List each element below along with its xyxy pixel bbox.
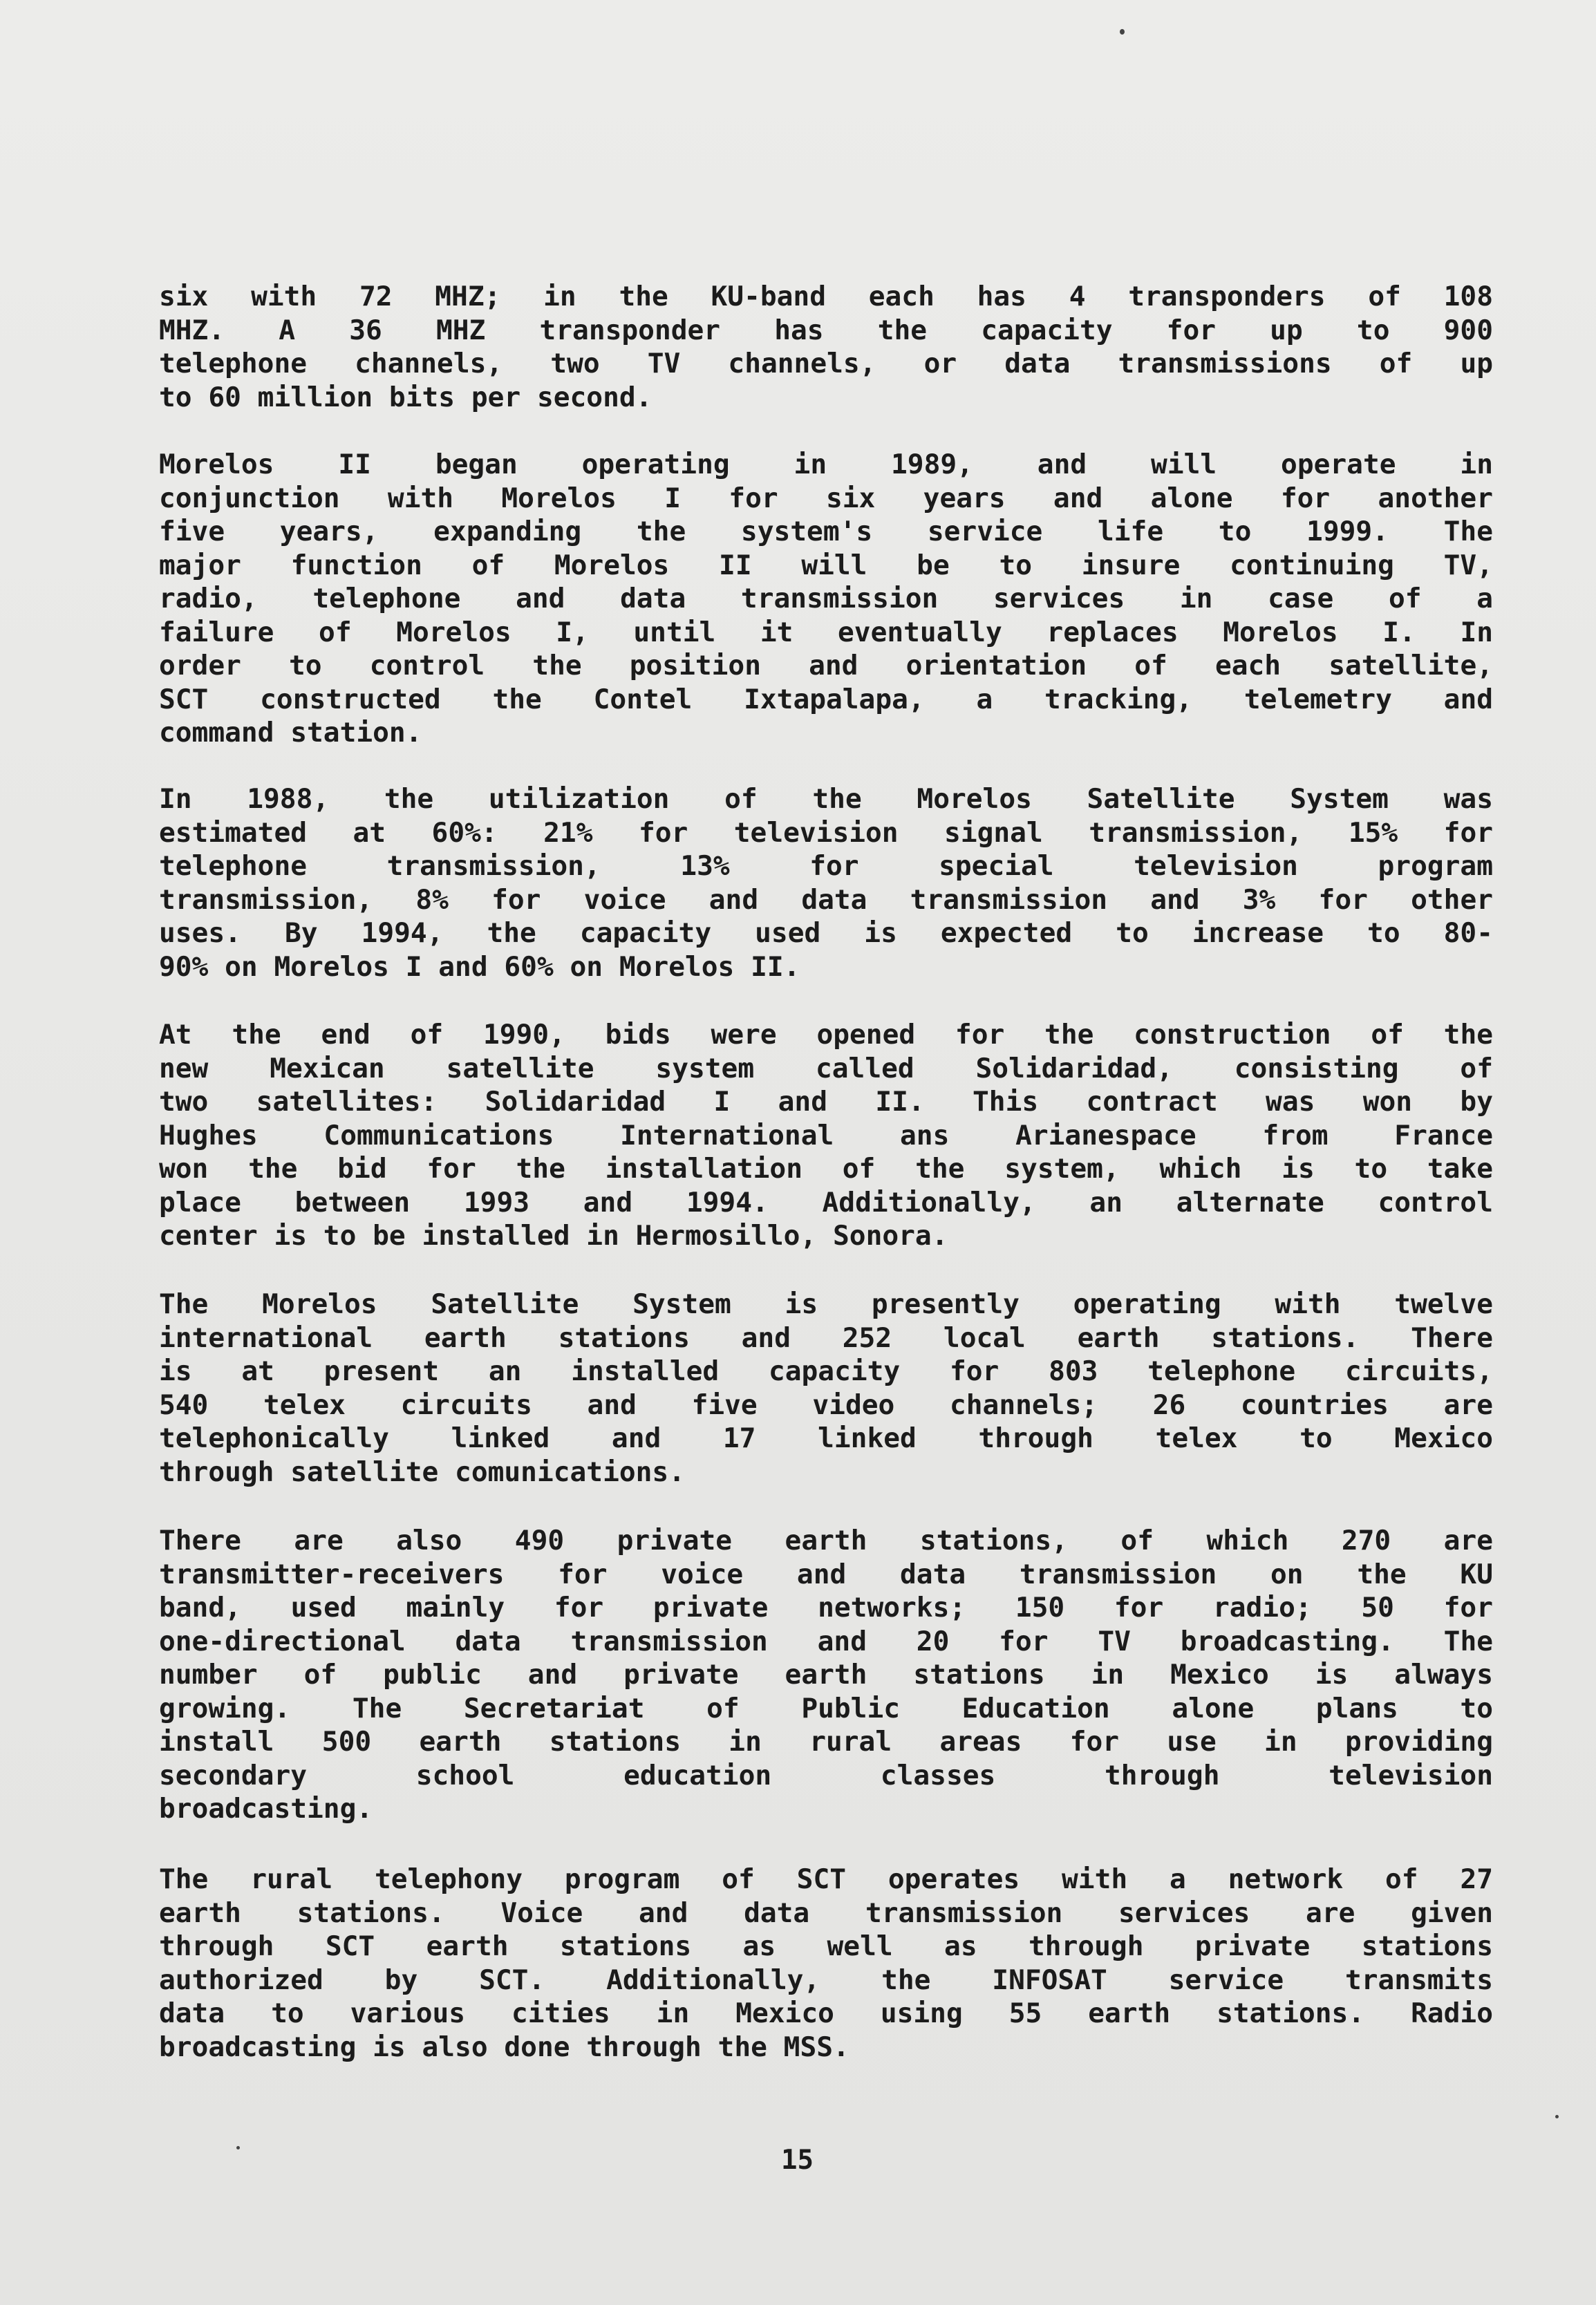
text-line: MHZ. A 36 MHZ transponder has the capacity for up to 900 bbox=[159, 314, 1493, 346]
text-line: band, used mainly for private networks; 150 for radio; 50 for bbox=[159, 1592, 1493, 1624]
text-line: There are also 490 private earth stations, of which 270 are bbox=[159, 1525, 1493, 1556]
text-line: conjunction with Morelos I for six years and alone for another bbox=[159, 482, 1493, 514]
text-line: six with 72 MHZ; in the KU-band each has 4 transponders of 108 bbox=[159, 281, 1493, 312]
scan-speck bbox=[1555, 2115, 1559, 2118]
scan-speck bbox=[1120, 29, 1125, 35]
text-line: center is to be installed in Hermosillo, Sonora. bbox=[159, 1220, 948, 1252]
text-line: five years, expanding the system's service life to 1999. The bbox=[159, 516, 1493, 547]
text-line: In 1988, the utilization of the Morelos Satellite System was bbox=[159, 783, 1493, 815]
text-line: transmitter-receivers for voice and data transmission on the KU bbox=[159, 1558, 1493, 1590]
text-line: broadcasting is also done through the MSS. bbox=[159, 2031, 849, 2063]
text-line: new Mexican satellite system called Solidaridad, consisting of bbox=[159, 1052, 1493, 1084]
paragraph-7 bbox=[159, 1863, 1493, 2064]
text-line: SCT constructed the Contel Ixtapalapa, a tracking, telemetry and bbox=[159, 683, 1493, 715]
paragraph-3 bbox=[159, 782, 1493, 984]
text-line: At the end of 1990, bids were opened for the construction of the bbox=[159, 1019, 1493, 1051]
page-number: 15 bbox=[781, 2145, 814, 2176]
text-line: estimated at 60%: 21% for television signal transmission, 15% for bbox=[159, 816, 1493, 849]
text-line: order to control the position and orientation of each satellite, bbox=[159, 650, 1493, 681]
text-line: install 500 earth stations in rural areas for use in providing bbox=[159, 1726, 1493, 1758]
text-line: secondary school education classes through television bbox=[159, 1759, 1493, 1791]
text-line: number of public and private earth stations in Mexico is always bbox=[159, 1659, 1493, 1691]
text-line: data to various cities in Mexico using 55 earth stations. Radio bbox=[159, 1997, 1493, 2029]
text-line: Morelos II began operating in 1989, and will operate in bbox=[159, 449, 1493, 480]
paragraph-1 bbox=[159, 280, 1493, 414]
text-line: earth stations. Voice and data transmission services are given bbox=[159, 1897, 1493, 1929]
text-line: telephone channels, two TV channels, or data transmissions of up bbox=[159, 348, 1493, 379]
text-line: through satellite comunications. bbox=[159, 1456, 685, 1488]
text-line: uses. By 1994, the capacity used is expected to increase to 80- bbox=[159, 917, 1493, 949]
text-line: command station. bbox=[159, 717, 422, 749]
scan-speck bbox=[236, 2146, 240, 2149]
text-line: two satellites: Solidaridad I and II. This contract was won by bbox=[159, 1086, 1493, 1118]
paragraph-5 bbox=[159, 1288, 1493, 1489]
text-line: The rural telephony program of SCT operates with a network of 27 bbox=[159, 1863, 1493, 1895]
text-line: through SCT earth stations as well as through private stations bbox=[159, 1930, 1493, 1962]
text-line: transmission, 8% for voice and data transmission and 3% for other bbox=[159, 883, 1493, 916]
text-line: telephonically linked and 17 linked through telex to Mexico bbox=[159, 1422, 1493, 1454]
text-line: international earth stations and 252 local earth stations. There bbox=[159, 1321, 1493, 1354]
text-line: authorized by SCT. Additionally, the INFOSAT service transmits bbox=[159, 1964, 1493, 1996]
text-line: growing. The Secretariat of Public Education alone plans to bbox=[159, 1692, 1493, 1724]
text-line: one-directional data transmission and 20 for TV broadcasting. The bbox=[159, 1625, 1493, 1657]
paragraph-4 bbox=[159, 1018, 1493, 1253]
text-line: Hughes Communications International ans Arianespace from France bbox=[159, 1119, 1493, 1151]
text-line: broadcasting. bbox=[159, 1793, 373, 1825]
text-line: major function of Morelos II will be to insure continuing TV, bbox=[159, 549, 1493, 581]
paragraph-6 bbox=[159, 1524, 1493, 1826]
text-line: The Morelos Satellite System is presently operating with twelve bbox=[159, 1288, 1493, 1320]
text-line: 540 telex circuits and five video channels; 26 countries are bbox=[159, 1389, 1493, 1421]
text-line: failure of Morelos I, until it eventually replaces Morelos I. In bbox=[159, 616, 1493, 648]
text-line: to 60 million bits per second. bbox=[159, 381, 653, 413]
text-line: place between 1993 and 1994. Additionally, an alternate control bbox=[159, 1186, 1493, 1219]
text-line: is at present an installed capacity for 803 telephone circuits, bbox=[159, 1355, 1493, 1387]
paragraph-2 bbox=[159, 448, 1493, 750]
text-line: won the bid for the installation of the system, which is to take bbox=[159, 1153, 1493, 1185]
text-line: telephone transmission, 13% for special television program bbox=[159, 850, 1493, 882]
text-line: radio, telephone and data transmission services in case of a bbox=[159, 583, 1493, 614]
text-line: 90% on Morelos I and 60% on Morelos II. bbox=[159, 950, 800, 983]
